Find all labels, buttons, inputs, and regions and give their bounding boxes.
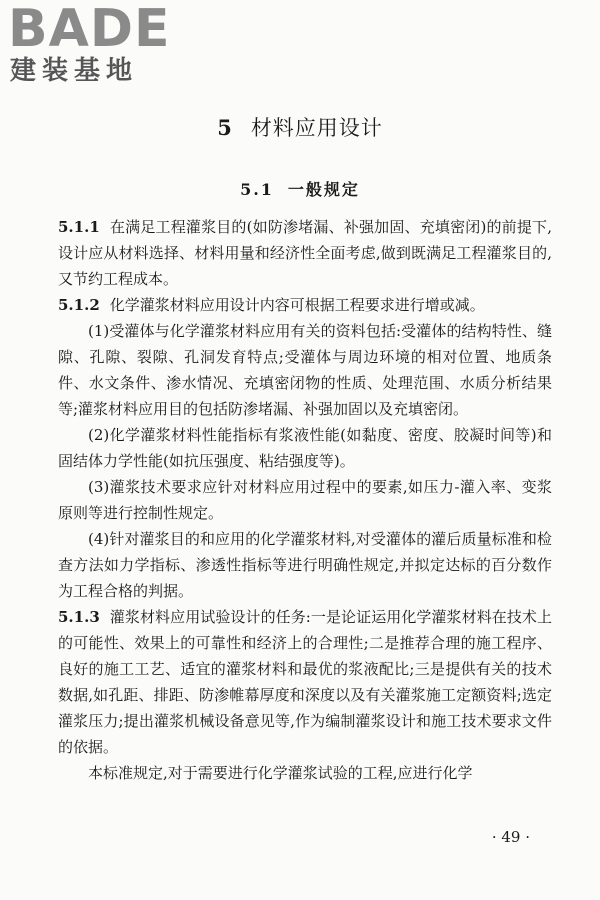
paragraph-text: 灌浆材料应用试验设计的任务:一是论证运用化学灌浆材料在技术上的可能性、效果上的可靠性和经济上的合理性;二是推荐合理的施工程序、良好的施工工艺、适宜的灌浆材料和最优的浆液配比;三是提供有关的技术数据,如孔距、排距、防渗帷幕厚度和深度以及有关灌浆施工定额资料;选定灌浆压力;提出灌浆机械设备意见等,作为编制灌浆设计和施工技术要求文件的依据。 [58,608,552,756]
chapter-number: 5 [217,115,233,140]
paragraph-text: 本标准规定,对于需要进行化学灌浆试验的工程,应进行化学 [88,764,473,782]
paragraph-text: 化学灌浆材料应用设计内容可根据工程要求进行增或减。 [109,296,485,314]
paragraph [58,760,552,786]
paragraph [58,474,552,526]
section-number: 5.1 [240,180,274,199]
paragraph-text: 在满足工程灌浆目的(如防渗堵漏、补强加固、充填密闭)的前提下,设计应从材料选择、材料用量和经济性全面考虑,做到既满足工程灌浆目的,又节约工程成本。 [58,218,552,288]
chapter-title-text: 材料应用设计 [250,116,383,140]
paragraph [58,604,552,760]
chapter-title [0,112,600,142]
clause-number: 5.1.1 [58,218,100,236]
logo [8,2,198,92]
logo-mark: BADE [8,0,171,59]
paragraph-text: (4)针对灌浆目的和应用的化学灌浆材料,对受灌体的灌后质量标准和检查方法如力学指标、渗透性指标等进行明确性规定,并拟定达标的百分数作为工程合格的判据。 [58,530,552,600]
paragraph [58,422,552,474]
clause-number: 5.1.3 [58,608,100,626]
paragraph [58,318,552,422]
logo-subtitle: 建装基地 [10,56,139,86]
paragraph-text: (2)化学灌浆材料性能指标有浆液性能(如黏度、密度、胶凝时间等)和固结体力学性能(如抗压强度、粘结强度等)。 [58,426,552,470]
body-text [58,214,552,786]
section-title [0,177,600,200]
clause-number: 5.1.2 [58,296,100,314]
paragraph-text: (3)灌浆技术要求应针对材料应用过程中的要素,如压力-灌入率、变浆原则等进行控制性规定。 [58,478,552,522]
page-number: · 49 · [491,828,530,846]
section-title-text: 一般规定 [287,180,360,199]
paragraph [58,292,552,318]
paragraph-text: (1)受灌体与化学灌浆材料应用有关的资料包括:受灌体的结构特性、缝隙、孔隙、裂隙、孔洞发育特点;受灌体与周边环境的相对位置、地质条件、水文条件、渗水情况、充填密闭物的性质、处理范围、水质分析结果等;灌浆材料应用目的包括防渗堵漏、补强加固以及充填密闭。 [58,322,552,418]
paragraph [58,214,552,292]
paragraph [58,526,552,604]
